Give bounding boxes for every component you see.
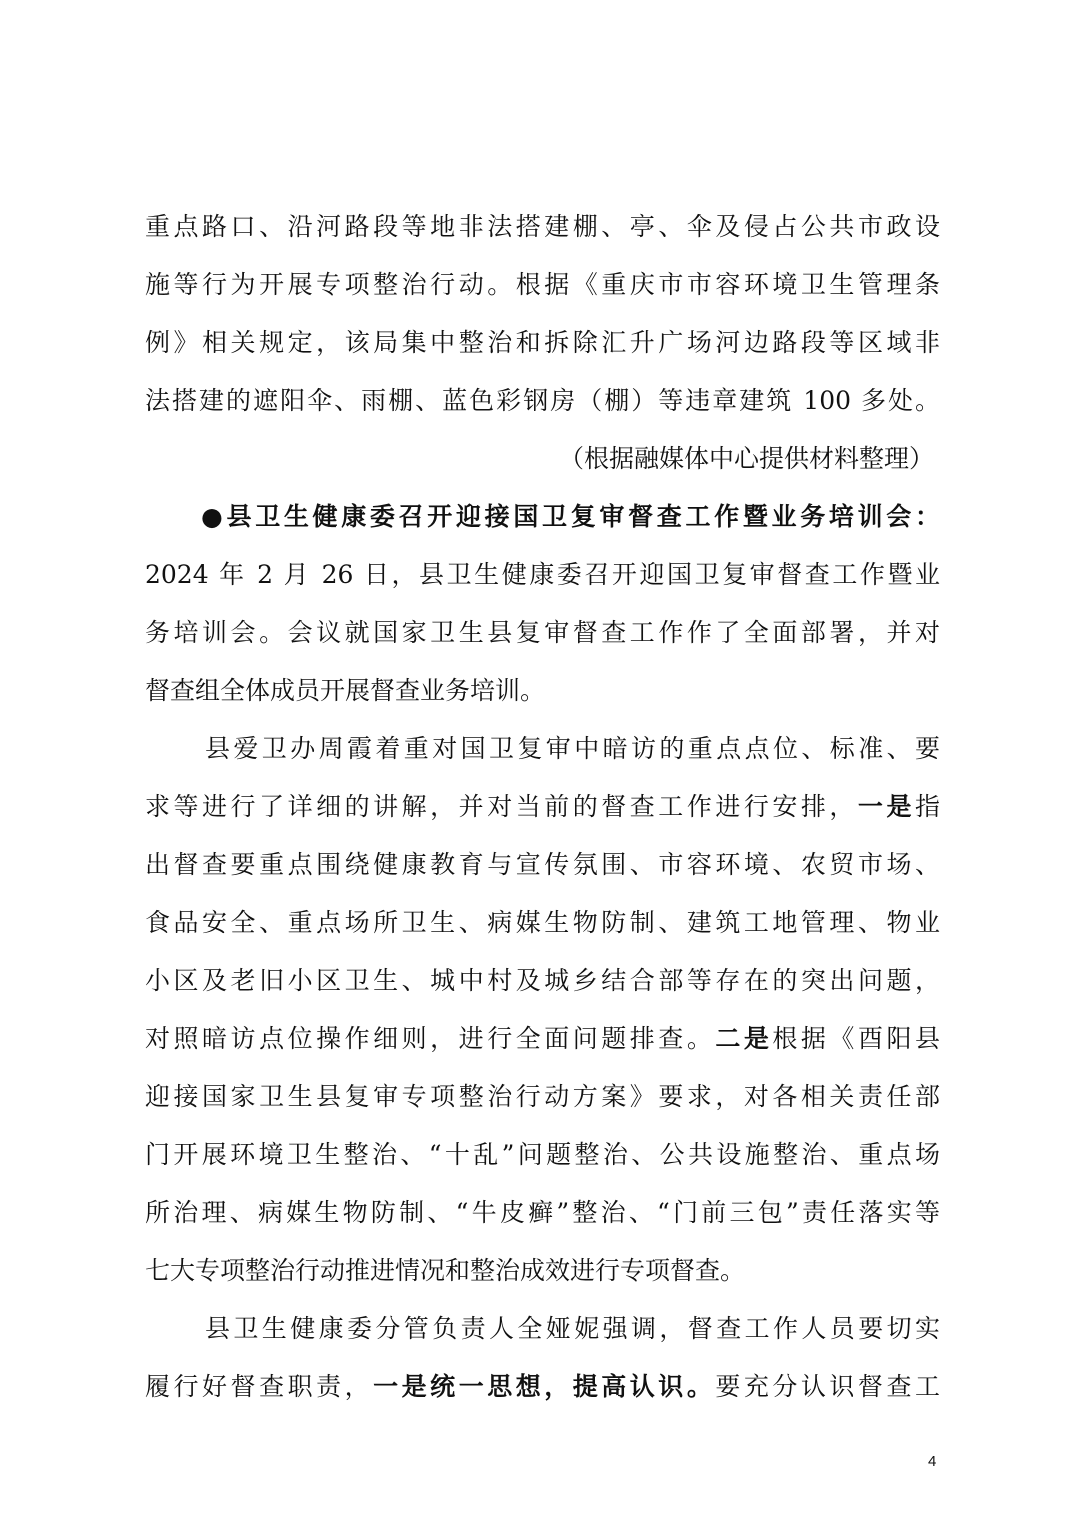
- text-line: 法搭建的遮阳伞、雨棚、蓝色彩钢房（棚）等违章建筑 100 多处。: [145, 386, 940, 415]
- text-line: 2024 年 2 月 26 日，县卫生健康委召开迎国卫复审督查工作暨业: [145, 560, 940, 589]
- emphasis-text: 一是: [857, 792, 915, 821]
- text-line: [145, 778, 940, 836]
- news-headline: ●县卫生健康委召开迎接国卫复审督查工作暨业务培训会：: [201, 502, 940, 531]
- text-line: 施等行为开展专项整治行动。根据《重庆市市容环境卫生管理条: [145, 270, 940, 299]
- text-line: 迎接国家卫生县复审专项整治行动方案》要求，对各相关责任部: [145, 1082, 940, 1111]
- text-line: 督查组全体成员开展督查业务培训。: [145, 676, 546, 705]
- text-line: 出督查要重点围绕健康教育与宣传氛围、市容环境、农贸市场、: [145, 850, 940, 879]
- text-line: 重点路口、沿河路段等地非法搭建棚、亭、伞及侵占公共市政设: [145, 212, 940, 241]
- text-line: 七大专项整治行动推进情况和整治成效进行专项督查。: [145, 1256, 746, 1285]
- text-run: 要充分认识督查工: [715, 1372, 940, 1401]
- text-run: 履行好督查职责，: [145, 1372, 374, 1401]
- text-run: 根据《酉阳县: [772, 1024, 940, 1053]
- document-body: [145, 198, 940, 1416]
- source-note: （根据融媒体中心提供材料整理）: [558, 444, 934, 473]
- text-line: 食品安全、重点场所卫生、病媒生物防制、建筑工地管理、物业: [145, 908, 940, 937]
- text-line: [145, 1010, 940, 1068]
- text-line: 例》相关规定，该局集中整治和拆除汇升广场河边路段等区域非: [145, 328, 940, 357]
- text-line: [145, 1358, 940, 1416]
- text-line: 所治理、病媒生物防制、“牛皮癣”整治、“门前三包”责任落实等: [145, 1198, 940, 1227]
- text-line: 县卫生健康委分管负责人全娅妮强调，督查工作人员要切实: [205, 1314, 940, 1343]
- text-line: 门开展环境卫生整治、“十乱”问题整治、公共设施整治、重点场: [145, 1140, 940, 1169]
- emphasis-text: 二是: [715, 1024, 773, 1053]
- page-number: 4: [928, 1453, 937, 1470]
- text-line: 县爱卫办周霞着重对国卫复审中暗访的重点点位、标准、要: [205, 734, 940, 763]
- text-line: 务培训会。会议就国家卫生县复审督查工作作了全面部署，并对: [145, 618, 940, 647]
- emphasis-text: 一是统一思想，提高认识。: [373, 1372, 716, 1401]
- text-run: 指: [914, 792, 940, 821]
- text-line: 小区及老旧小区卫生、城中村及城乡结合部等存在的突出问题，: [145, 966, 940, 995]
- text-run: 求等进行了详细的讲解，并对当前的督查工作进行安排，: [145, 792, 858, 821]
- text-run: 对照暗访点位操作细则，进行全面问题排查。: [145, 1024, 716, 1053]
